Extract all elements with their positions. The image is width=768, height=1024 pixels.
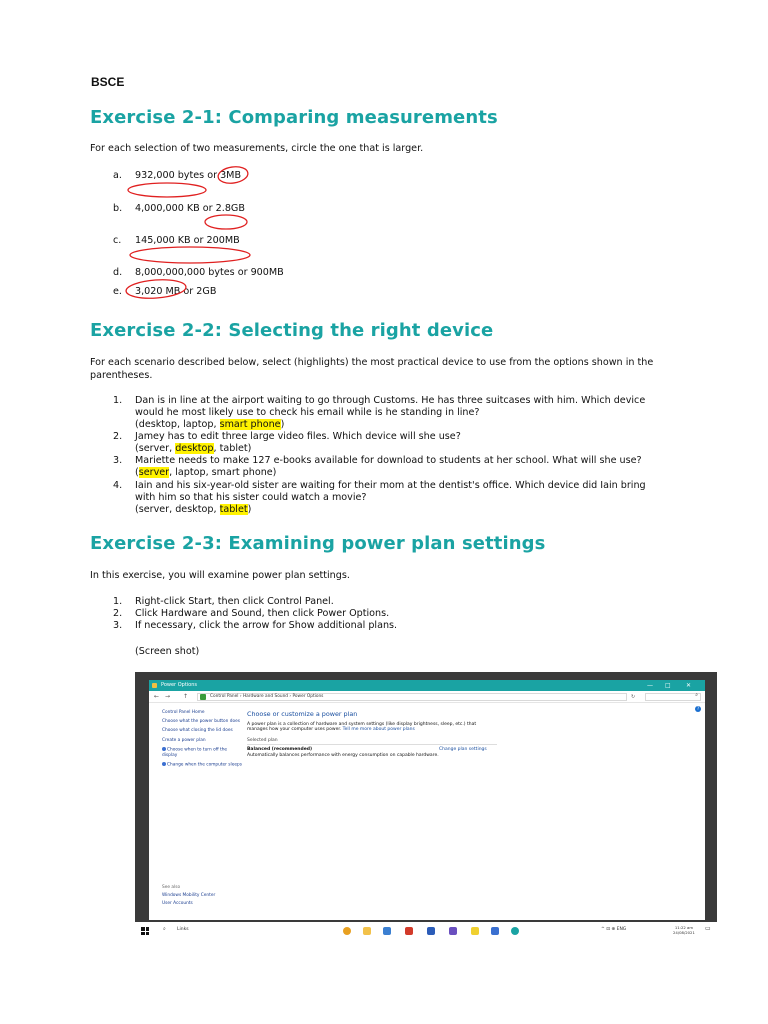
sidebar-item-power-button[interactable]: Choose what the power button does (162, 719, 240, 725)
outlook-icon[interactable] (491, 927, 499, 935)
option-text: (server, desktop, (135, 504, 220, 515)
highlighted-option: smart phone (219, 419, 281, 430)
ex1-item-c-text: 145,000 KB or 200MB (135, 235, 240, 246)
change-plan-settings-link[interactable]: Change plan settings (439, 747, 487, 752)
sidebar-item-turn-off-display[interactable] (162, 747, 242, 758)
doc-label: BSCE (91, 75, 125, 89)
ex2-item-4-options (135, 504, 251, 516)
sidebar-item-label: Choose when to turn off the display (162, 747, 228, 758)
ex2-item-2-line1: Jamey has to edit three large video files. Which device will she use? (135, 431, 461, 442)
chrome-icon[interactable] (343, 927, 351, 935)
notifications-icon[interactable]: ▭ (705, 925, 711, 932)
clock-date: 24/08/2021 (673, 929, 695, 935)
exercise-1-title: Exercise 2-1: Comparing measurements (90, 107, 498, 128)
ex2-item-3-marker: 3. (113, 455, 123, 466)
ex2-item-2-marker: 2. (113, 431, 123, 442)
sidebar-item-create-plan[interactable]: Create a power plan (162, 737, 206, 743)
option-text: ) (280, 419, 285, 430)
minimize-button[interactable]: — (647, 682, 653, 689)
exercise-2-intro: For each scenario described below, select (highlights) the most practical device to use from the options shown in the parentheses. (90, 357, 654, 381)
ex2-item-1-marker: 1. (113, 395, 123, 406)
address-path-text: Control Panel › Hardware and Sound › Power Options (210, 694, 324, 699)
help-icon[interactable]: ? (696, 706, 700, 711)
ex1-item-d-text: 8,000,000,000 bytes or 900MB (135, 267, 284, 278)
search-input[interactable] (645, 693, 701, 701)
ex2-item-1-line2: would he most likely use to check his email while is he standing in line? (135, 407, 480, 418)
circle-2-8gb (205, 215, 247, 229)
plan-description-text: A power plan is a collection of hardware and system settings (like display brightness, sleep, etc.) that manages how your computer uses power. (247, 721, 477, 732)
sidebar-item-control-panel-home[interactable]: Control Panel Home (162, 710, 205, 715)
ex2-item-2-options (135, 443, 251, 455)
ex3-step-3-marker: 3. (113, 620, 123, 631)
system-tray[interactable]: ^ ⊡ ⊕ ENG (601, 927, 627, 932)
window-title: Power Options (161, 682, 197, 688)
sidebar (162, 710, 242, 771)
exercise-3-title: Exercise 2-3: Examining power plan settings (90, 533, 546, 554)
plan-balanced-description: Automatically balances performance with energy consumption on capable hardware. (247, 752, 439, 758)
back-arrow-icon[interactable]: ← (154, 693, 160, 700)
option-text: (desktop, laptop, (135, 419, 220, 430)
shield-icon (162, 762, 166, 766)
exercise-2-title: Exercise 2-2: Selecting the right device (90, 320, 494, 341)
see-also-section (162, 884, 215, 908)
teams-icon[interactable] (449, 927, 457, 935)
see-also-user-accounts[interactable]: User Accounts (162, 901, 193, 906)
option-text: ) (247, 504, 252, 515)
ex2-item-4-line2: with him so that his sister could watch a movie? (135, 492, 367, 503)
ex2-item-1-options (135, 419, 284, 431)
power-options-screenshot (135, 672, 717, 940)
taskbar (135, 922, 717, 940)
see-also-mobility-center[interactable]: Windows Mobility Center (162, 893, 216, 898)
plan-radio-balanced[interactable]: Balanced (recommended) (247, 747, 313, 752)
highlighted-option: server (138, 467, 170, 478)
power-options-window (149, 680, 705, 920)
page-title: Choose or customize a power plan (247, 710, 358, 718)
sidebar-item-closing-lid[interactable]: Choose what closing the lid does (162, 728, 233, 734)
search-icon[interactable]: ⌕ (163, 926, 166, 932)
exercise-1-intro: For each selection of two measurements, circle the one that is larger. (90, 143, 424, 154)
window-titlebar (149, 680, 705, 691)
see-also-heading: See also (162, 885, 181, 890)
option-text: ( (135, 467, 139, 478)
plan-description (247, 722, 497, 733)
ex2-item-4-line1: Iain and his six-year-old sister are waiting for their mom at the dentist's office. Which device did Iain bring (135, 480, 646, 491)
refresh-icon[interactable]: ↻ (631, 694, 636, 700)
ex1-item-e-text: 3,020 MB or 2GB (135, 286, 217, 297)
ex1-item-d-marker: d. (113, 267, 123, 278)
option-text: , laptop, smart phone) (169, 467, 277, 478)
ex1-item-c-marker: c. (113, 235, 122, 246)
mail-icon[interactable] (383, 927, 391, 935)
circle-a-blank (128, 183, 206, 197)
taskbar-clock[interactable] (673, 926, 695, 935)
ex2-item-3-options (135, 467, 276, 479)
file-explorer-icon[interactable] (363, 927, 371, 935)
control-panel-icon (200, 694, 206, 700)
ex1-item-a-marker: a. (113, 170, 122, 181)
ex3-step-3-text: If necessary, click the arrow for Show additional plans. (135, 620, 398, 631)
ex3-step-2-marker: 2. (113, 608, 123, 619)
ex3-step-1-marker: 1. (113, 596, 123, 607)
edge-icon[interactable] (511, 927, 519, 935)
ex1-item-b-text: 4,000,000 KB or 2.8GB (135, 203, 245, 214)
ex2-item-1-line1: Dan is in line at the airport waiting to go through Customs. He has three suitcases with him. Which device (135, 395, 646, 406)
circle-200mb (130, 247, 250, 263)
ex2-item-3-line1: Mariette needs to make 127 e-books available for download to students at her school. What will she use? (135, 455, 642, 466)
ex1-item-b-marker: b. (113, 203, 123, 214)
pdf-reader-icon[interactable] (405, 927, 413, 935)
highlighted-option: tablet (219, 504, 248, 515)
ex1-item-e-marker: e. (113, 286, 122, 297)
clock-time: 11:22 am (674, 925, 694, 930)
close-button[interactable]: ✕ (686, 682, 692, 689)
ex1-item-a-text: 932,000 bytes or 3MB (135, 170, 242, 181)
forward-arrow-icon[interactable]: → (165, 693, 171, 700)
sidebar-item-label: Change when the computer sleeps (167, 762, 242, 768)
option-text: (server, (135, 443, 176, 454)
highlighted-option: desktop (175, 443, 214, 454)
selected-plan-heading: Selected plan (247, 737, 278, 743)
ex3-step-2-text: Click Hardware and Sound, then click Power Options. (135, 608, 390, 619)
up-arrow-icon[interactable]: ↑ (183, 693, 189, 700)
word-icon[interactable] (427, 927, 435, 935)
power-options-icon (152, 683, 157, 688)
option-text: , tablet) (213, 443, 252, 454)
divider (247, 744, 497, 745)
sticky-notes-icon[interactable] (471, 927, 479, 935)
links-toolbar[interactable]: Links (177, 927, 189, 932)
windows-start-icon[interactable] (141, 927, 149, 935)
ex3-step-1-text: Right-click Start, then click Control Panel. (135, 596, 334, 607)
sidebar-item-sleep[interactable] (162, 762, 242, 768)
power-plans-help-link[interactable]: Tell me more about power plans (342, 727, 415, 732)
address-bar (149, 691, 705, 703)
maximize-button[interactable]: □ (665, 682, 671, 689)
shield-icon (162, 747, 166, 751)
exercise-3-intro: In this exercise, you will examine power plan settings. (90, 570, 350, 581)
address-path[interactable] (197, 693, 627, 701)
search-icon: ⌕ (695, 692, 698, 698)
screenshot-label: (Screen shot) (135, 646, 200, 657)
ex2-item-4-marker: 4. (113, 480, 123, 491)
